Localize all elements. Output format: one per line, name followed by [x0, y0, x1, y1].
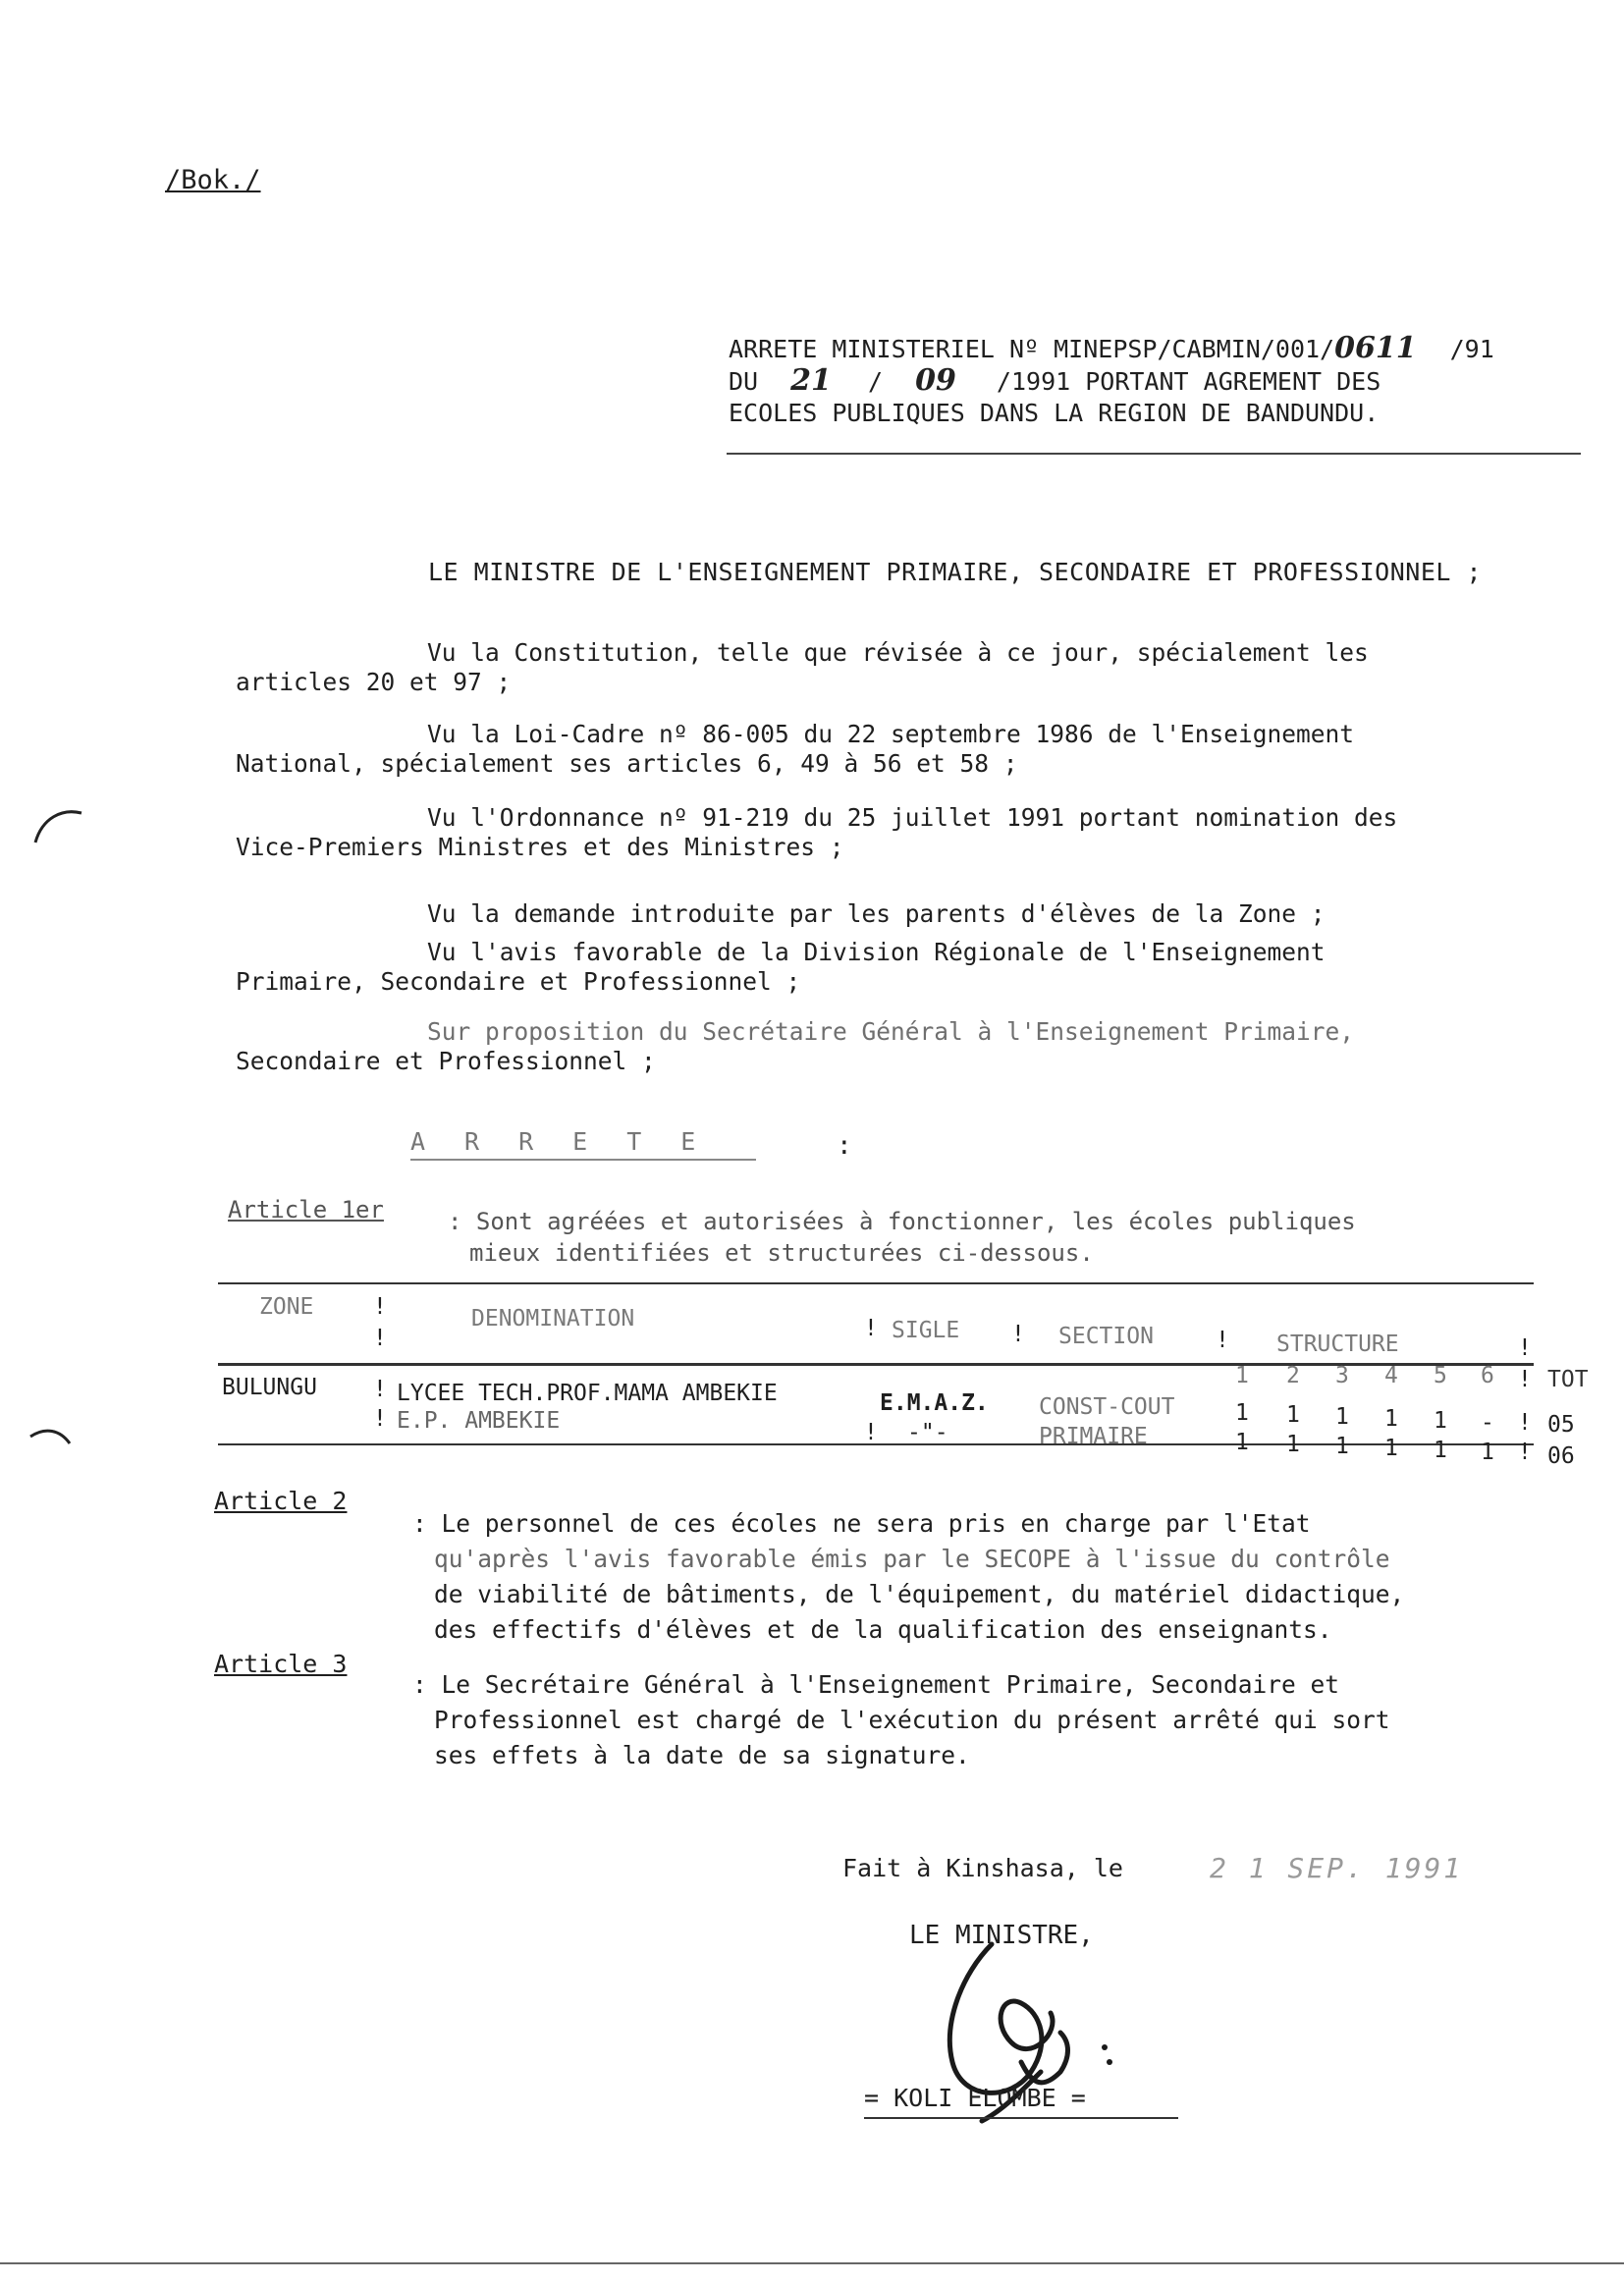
- cell-count-2: 1: [1286, 1432, 1300, 1457]
- col-header-section: SECTION: [1058, 1324, 1154, 1349]
- consideration-line: Vu l'Ordonnance nº 91-219 du 25 juillet 1991 portant nomination des: [427, 803, 1398, 832]
- consideration-constitution: [236, 638, 1542, 697]
- col-header-denomination: DENOMINATION: [471, 1306, 635, 1332]
- article-3-label: Article 3: [214, 1650, 348, 1678]
- col-header-class-2: 2: [1286, 1363, 1300, 1388]
- col-separator: !: [1011, 1322, 1025, 1347]
- col-header-total: TOT: [1547, 1367, 1589, 1392]
- consideration-ordonnance: [236, 803, 1542, 862]
- article-2-line: des effectifs d'élèves et de la qualification des enseignants.: [434, 1615, 1332, 1644]
- consideration-loi-cadre: [236, 720, 1542, 779]
- title-year-suffix: /91: [1449, 335, 1494, 363]
- col-header-class-4: 4: [1384, 1363, 1398, 1388]
- cell-total: 06: [1547, 1443, 1575, 1469]
- arrete-heading: ARRETE: [410, 1127, 735, 1156]
- signer-underline: [864, 2117, 1178, 2119]
- cell-section: CONST-COUT: [1039, 1394, 1175, 1420]
- consideration-line: Vu la demande introduite par les parents d'élèves de la Zone ;: [427, 899, 1326, 928]
- col-header-zone: ZONE: [259, 1294, 314, 1320]
- col-separator: !: [864, 1420, 878, 1445]
- handwritten-day: 21: [790, 363, 832, 398]
- consideration-avis: [236, 938, 1542, 997]
- decree-title: [729, 332, 1494, 429]
- col-separator: !: [373, 1326, 387, 1351]
- col-header-sigle: SIGLE: [892, 1318, 960, 1343]
- title-number-prefix: ARRETE MINISTERIEL Nº MINEPSP/CABMIN/001/: [729, 335, 1335, 363]
- handwritten-decree-number: 0611: [1334, 331, 1417, 365]
- article-1-label: Article 1er: [228, 1196, 384, 1223]
- cell-count-6: 1: [1481, 1440, 1494, 1465]
- scan-edge-line: [0, 2262, 1624, 2264]
- col-header-structure: STRUCTURE: [1276, 1332, 1399, 1357]
- table-top-rule: [218, 1282, 1534, 1284]
- cell-count-1: 1: [1235, 1430, 1249, 1455]
- col-separator: !: [1216, 1328, 1229, 1353]
- col-separator: !: [1518, 1440, 1532, 1465]
- arrete-underline: [410, 1159, 756, 1161]
- cell-count-4: 1: [1384, 1406, 1398, 1432]
- cell-denomination: E.P. AMBEKIE: [397, 1408, 561, 1434]
- consideration-line: Vu l'avis favorable de la Division Régionale de l'Enseignement: [427, 938, 1326, 966]
- col-separator: !: [1518, 1367, 1532, 1392]
- col-separator: !: [373, 1377, 387, 1402]
- minister-title: LE MINISTRE,: [909, 1921, 1094, 1950]
- consideration-line: Vu la Loi-Cadre nº 86-005 du 22 septembre 1986 de l'Enseignement: [427, 720, 1355, 748]
- consideration-line: Vu la Constitution, telle que révisée à ce jour, spécialement les: [427, 638, 1369, 667]
- article-2-text: [412, 1506, 1404, 1648]
- title-line-1: [729, 332, 1494, 364]
- arrete-colon: :: [837, 1131, 852, 1161]
- cell-section: PRIMAIRE: [1039, 1424, 1148, 1449]
- article-1-line: mieux identifiées et structurées ci-dessous.: [469, 1239, 1094, 1267]
- title-line-3: ECOLES PUBLIQUES DANS LA REGION DE BANDUNDU.: [729, 399, 1380, 427]
- signer-name: = KOLI ELOMBE =: [864, 2084, 1086, 2112]
- consideration-line: Primaire, Secondaire et Professionnel ;: [236, 967, 801, 996]
- cell-count-1: 1: [1235, 1400, 1249, 1426]
- article-2-line: de viabilité de bâtiments, de l'équipement, du matériel didactique,: [434, 1580, 1405, 1608]
- col-header-class-1: 1: [1235, 1363, 1249, 1388]
- title-date-slash: /: [867, 367, 884, 396]
- title-du: DU: [729, 367, 759, 396]
- title-line-2-rest: /1991 PORTANT AGREMENT DES: [996, 367, 1381, 396]
- cell-count-2: 1: [1286, 1402, 1300, 1428]
- col-separator: !: [864, 1316, 878, 1341]
- cell-sigle: E.M.A.Z.: [880, 1390, 989, 1416]
- title-line-2: [729, 364, 1494, 397]
- col-header-class-3: 3: [1335, 1363, 1349, 1388]
- scan-mark: [27, 803, 86, 852]
- col-header-class-5: 5: [1434, 1363, 1447, 1388]
- cell-zone: BULUNGU: [222, 1375, 317, 1400]
- cell-total: 05: [1547, 1412, 1575, 1438]
- handwritten-month: 09: [915, 363, 956, 398]
- consideration-proposition: [236, 1017, 1542, 1076]
- cell-count-5: 1: [1434, 1408, 1447, 1434]
- article-2-line: qu'après l'avis favorable émis par le SECOPE à l'issue du contrôle: [434, 1545, 1390, 1573]
- consideration-line: National, spécialement ses articles 6, 49 à 56 et 58 ;: [236, 749, 1018, 778]
- article-3-line: : Le Secrétaire Général à l'Enseignement Primaire, Secondaire et: [412, 1670, 1340, 1699]
- col-separator: !: [373, 1406, 387, 1432]
- col-header-class-6: 6: [1481, 1363, 1494, 1388]
- cell-count-5: 1: [1434, 1438, 1447, 1463]
- col-separator: !: [1518, 1335, 1532, 1361]
- article-1-line: : Sont agréées et autorisées à fonctionner, les écoles publiques: [448, 1208, 1356, 1235]
- cell-count-3: 1: [1335, 1434, 1349, 1459]
- col-separator: !: [1518, 1410, 1532, 1436]
- minister-heading: LE MINISTRE DE L'ENSEIGNEMENT PRIMAIRE, SECONDAIRE ET PROFESSIONNEL ;: [428, 558, 1483, 586]
- cell-denomination: LYCEE TECH.PROF.MAMA AMBEKIE: [397, 1381, 778, 1406]
- cell-sigle: -"-: [907, 1420, 948, 1445]
- consideration-line: Vice-Premiers Ministres et des Ministres ;: [236, 833, 844, 861]
- cell-count-6: -: [1481, 1410, 1494, 1436]
- article-2-label: Article 2: [214, 1487, 348, 1515]
- cell-count-4: 1: [1384, 1436, 1398, 1461]
- article-3-text: [412, 1667, 1390, 1773]
- consideration-line: Sur proposition du Secrétaire Général à l'Enseignement Primaire,: [427, 1017, 1355, 1046]
- title-underline: [727, 453, 1581, 455]
- consideration-demande: [236, 899, 1542, 929]
- cell-count-3: 1: [1335, 1404, 1349, 1430]
- consideration-line: Secondaire et Professionnel ;: [236, 1047, 656, 1075]
- article-1-text: [448, 1206, 1356, 1269]
- place-and-date-label: Fait à Kinshasa, le: [842, 1854, 1123, 1882]
- date-stamp: 2 1 SEP. 1991: [1210, 1852, 1464, 1884]
- article-2-line: : Le personnel de ces écoles ne sera pris en charge par l'Etat: [412, 1509, 1311, 1538]
- document-reference: /Bok./: [165, 165, 261, 195]
- col-separator: !: [373, 1294, 387, 1320]
- scan-mark: [26, 1422, 75, 1451]
- article-3-line: ses effets à la date de sa signature.: [434, 1741, 970, 1769]
- consideration-line: articles 20 et 97 ;: [236, 668, 512, 696]
- article-3-line: Professionnel est chargé de l'exécution du présent arrêté qui sort: [434, 1706, 1390, 1734]
